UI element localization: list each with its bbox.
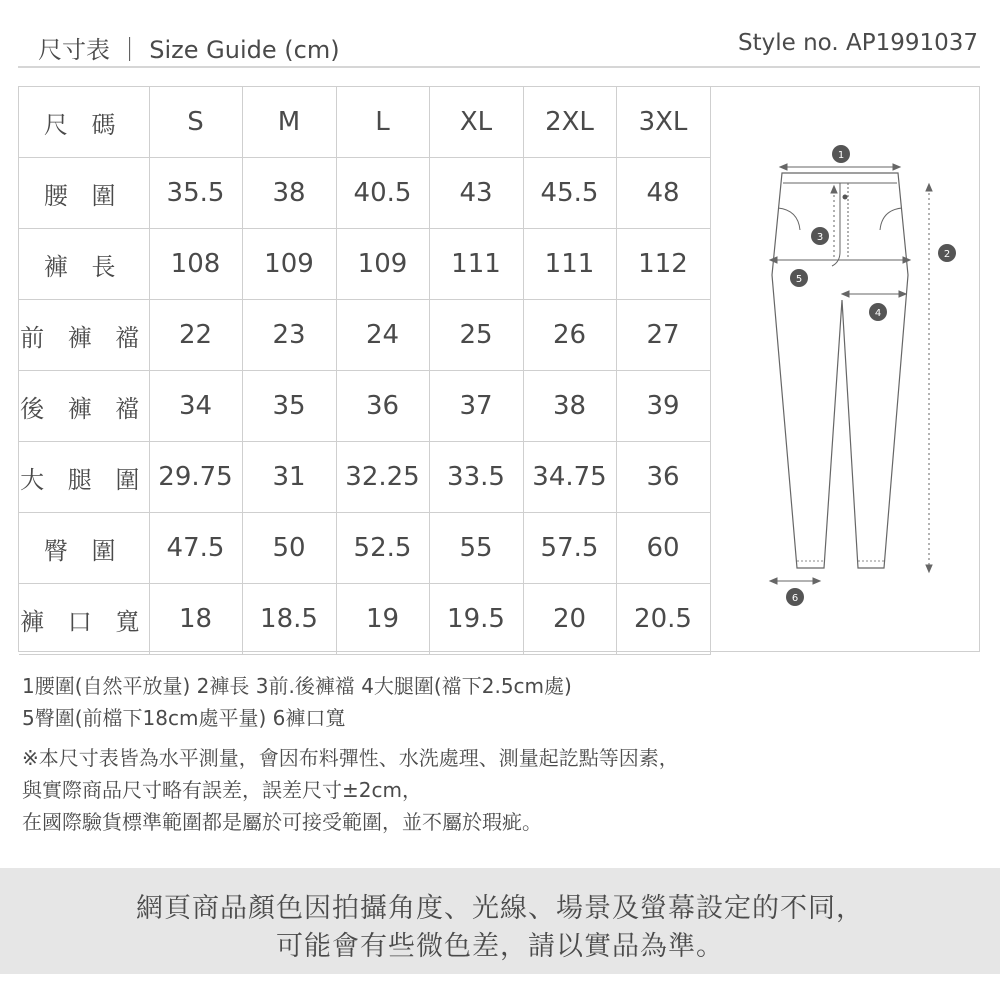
- table-cell: 20.5: [616, 584, 710, 655]
- row-label: 後 褲 襠: [19, 371, 149, 442]
- table-cell: 36: [616, 442, 710, 513]
- row-label: 褲 長: [19, 229, 149, 300]
- marker-1: [832, 145, 850, 163]
- remark: [22, 742, 972, 838]
- row-label: 腰 圍: [19, 158, 149, 229]
- size-header: 2XL: [523, 87, 616, 158]
- table-cell: 57.5: [523, 513, 616, 584]
- remark-line: 在國際驗貨標準範圍都是屬於可接受範圍，並不屬於瑕疵。: [22, 810, 542, 834]
- table-cell: 36: [336, 371, 429, 442]
- remark-line: 與實際商品尺寸略有誤差，誤差尺寸±2cm，: [22, 778, 422, 802]
- row-label: 前 褲 襠: [19, 300, 149, 371]
- table-cell: 24: [336, 300, 429, 371]
- table-row: [19, 158, 710, 229]
- table-cell: 43: [429, 158, 523, 229]
- table-cell: 20: [523, 584, 616, 655]
- table-cell: 48: [616, 158, 710, 229]
- color-disclaimer: [0, 868, 1000, 974]
- table-cell: 35: [242, 371, 336, 442]
- table-cell: 25: [429, 300, 523, 371]
- table-cell: 18: [149, 584, 242, 655]
- svg-text:1: 1: [837, 150, 845, 161]
- table-cell: 23: [242, 300, 336, 371]
- size-header: L: [336, 87, 429, 158]
- notes: [22, 670, 972, 838]
- table-cell: 33.5: [429, 442, 523, 513]
- disclaimer-line: 可能會有些微色差，請以實品為準。: [276, 931, 724, 962]
- table-cell: 26: [523, 300, 616, 371]
- row-label: 褲 口 寬: [19, 584, 149, 655]
- size-header: M: [242, 87, 336, 158]
- table-cell: 109: [242, 229, 336, 300]
- table-cell: 111: [429, 229, 523, 300]
- button-icon: [843, 195, 848, 200]
- table-cell: 60: [616, 513, 710, 584]
- marker-6: [786, 588, 804, 606]
- size-table: [19, 87, 711, 655]
- row-label: 大 腿 圍: [19, 442, 149, 513]
- table-cell: 47.5: [149, 513, 242, 584]
- table-cell: 112: [616, 229, 710, 300]
- style-number: Style no. AP1991037: [738, 30, 978, 56]
- table-header-row: [19, 87, 710, 158]
- table-cell: 31: [242, 442, 336, 513]
- marker-4: [869, 303, 887, 321]
- table-row: [19, 442, 710, 513]
- svg-text:5: 5: [795, 274, 803, 285]
- svg-text:2: 2: [943, 249, 951, 260]
- marker-3: [811, 227, 829, 245]
- pants-illustration: [750, 140, 960, 610]
- table-cell: 32.25: [336, 442, 429, 513]
- marker-2: [938, 244, 956, 262]
- table-cell: 55: [429, 513, 523, 584]
- table-cell: 34: [149, 371, 242, 442]
- table-cell: 109: [336, 229, 429, 300]
- size-header: XL: [429, 87, 523, 158]
- table-row: [19, 371, 710, 442]
- legend-line: 5臀圍(前檔下18cm處平量) 6褲口寬: [22, 706, 346, 730]
- svg-text:6: 6: [791, 593, 799, 604]
- table-cell: 34.75: [523, 442, 616, 513]
- size-header: S: [149, 87, 242, 158]
- table-cell: 38: [242, 158, 336, 229]
- table-cell: 29.75: [149, 442, 242, 513]
- table-cell: 50: [242, 513, 336, 584]
- header: [18, 26, 980, 68]
- table-cell: 52.5: [336, 513, 429, 584]
- table-cell: 108: [149, 229, 242, 300]
- size-header: 3XL: [616, 87, 710, 158]
- table-cell: 19: [336, 584, 429, 655]
- table-cell: 38: [523, 371, 616, 442]
- table-cell: 37: [429, 371, 523, 442]
- row-label: 臀 圍: [19, 513, 149, 584]
- table-cell: 39: [616, 371, 710, 442]
- table-row: [19, 300, 710, 371]
- table-cell: 35.5: [149, 158, 242, 229]
- header-label: 尺 碼: [19, 87, 149, 158]
- table-row: [19, 229, 710, 300]
- table-row: [19, 513, 710, 584]
- pants-diagram: [750, 140, 960, 610]
- table-cell: 22: [149, 300, 242, 371]
- legend-line: 1腰圍(自然平放量) 2褲長 3前.後褲襠 4大腿圍(襠下2.5cm處): [22, 674, 572, 698]
- table-cell: 111: [523, 229, 616, 300]
- table-row: [19, 584, 710, 655]
- svg-text:4: 4: [874, 308, 882, 319]
- page-title: 尺寸表 ｜ Size Guide (cm): [38, 36, 340, 64]
- table-cell: 27: [616, 300, 710, 371]
- marker-5: [790, 269, 808, 287]
- remark-line: ※本尺寸表皆為水平測量，會因布料彈性、水洗處理、測量起訖點等因素，: [22, 746, 679, 770]
- svg-text:3: 3: [816, 232, 824, 243]
- disclaimer-line: 網頁商品顏色因拍攝角度、光線、場景及螢幕設定的不同，: [136, 893, 864, 924]
- table-cell: 18.5: [242, 584, 336, 655]
- table-cell: 19.5: [429, 584, 523, 655]
- table-cell: 40.5: [336, 158, 429, 229]
- table-cell: 45.5: [523, 158, 616, 229]
